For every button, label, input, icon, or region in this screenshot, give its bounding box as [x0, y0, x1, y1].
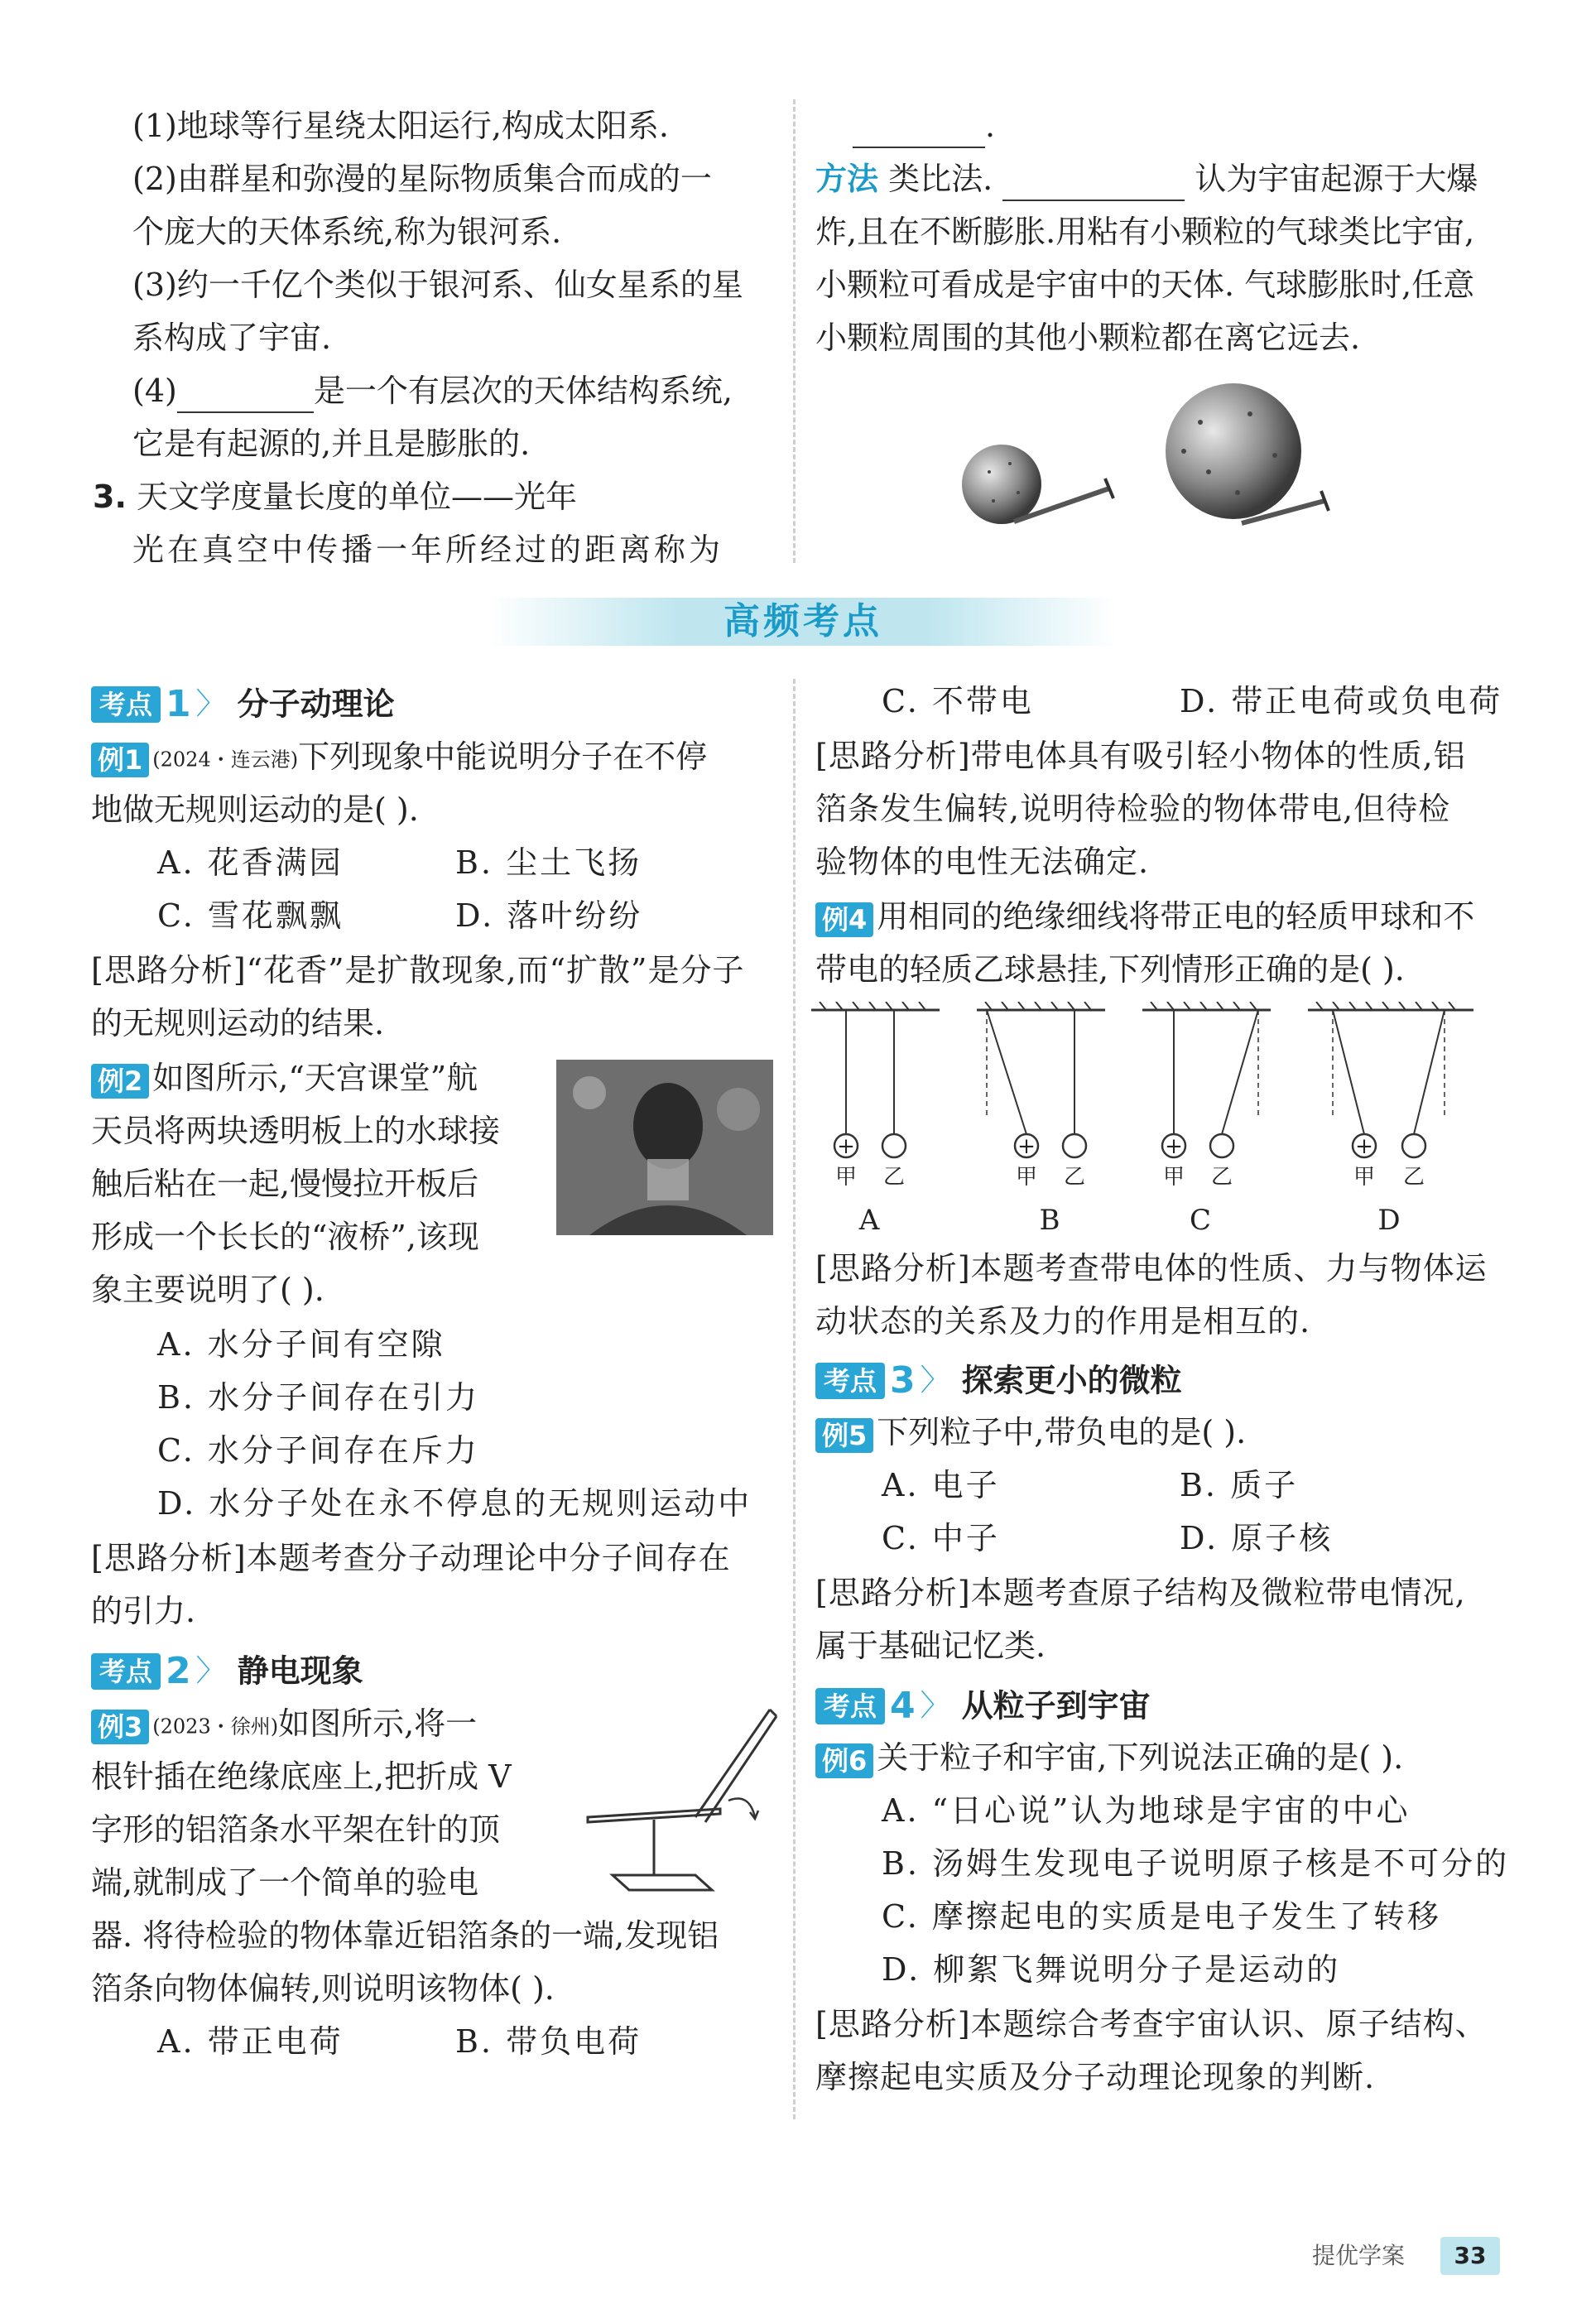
item-text: 天文学度量长度的单位——光年 [136, 479, 577, 515]
chevron-right-icon: 〉 [920, 1688, 950, 1723]
example-badge: 例1 [91, 743, 149, 777]
text-line [853, 103, 995, 148]
question-text: 下列现象中能说明分子在不停 [298, 738, 708, 775]
example-badge: 例2 [91, 1064, 149, 1099]
kaodian-title: 分子动理论 [237, 685, 395, 723]
option-d[interactable]: D. 原子核 [1180, 1520, 1334, 1556]
text-line [93, 474, 577, 519]
kaodian-3-heading [815, 1355, 1182, 1403]
ball-label-yi: 乙 [882, 1165, 906, 1190]
section-header-banner [488, 598, 1118, 646]
question-text: 关于粒子和宇宙,下列说法正确的是( ). [877, 1739, 1404, 1776]
text-line: 它是有起源的,并且是膨胀的. [132, 426, 531, 462]
kaodian-number: 3 [890, 1359, 916, 1402]
text-line: 光在真空中传播一年所经过的距离称为 [132, 531, 724, 568]
text-line: 小颗粒周围的其他小颗粒都在离它远去. [815, 320, 1361, 356]
fill-blank[interactable] [1002, 166, 1185, 201]
text-line: 小颗粒可看成是宇宙中的天体. 气球膨胀时,任意 [815, 267, 1475, 303]
analysis-text: [思路分析]“花香”是扩散现象,而“扩散”是分子 [91, 952, 745, 988]
pendulum-option-c[interactable] [1142, 1002, 1271, 1237]
electroscope-figure [579, 1701, 778, 1900]
option-b[interactable]: B. 尘土飞扬 [455, 844, 642, 881]
kaodian-title: 探索更小的微粒 [961, 1362, 1182, 1399]
option-label-b: B [1039, 1204, 1060, 1237]
option-d[interactable]: D. 水分子处在永不停息的无规则运动中 [157, 1485, 752, 1522]
question-text: 下列粒子中,带负电的是( ). [877, 1414, 1247, 1450]
option-label-c: C [1189, 1204, 1212, 1237]
pendulum-option-b[interactable] [977, 1002, 1105, 1237]
option-c[interactable]: C. 中子 [882, 1520, 1000, 1556]
option-a[interactable]: A. “日心说”认为地球是宇宙的中心 [882, 1792, 1411, 1829]
kaodian-number: 2 [166, 1649, 191, 1692]
main-column-divider [793, 679, 796, 2119]
kaodian-badge: 考点 [815, 1688, 885, 1724]
option-label-a: A [858, 1204, 880, 1237]
text-line: 象主要说明了( ). [91, 1272, 324, 1308]
analysis-text: 的引力. [91, 1593, 196, 1629]
analysis-text: 的无规则运动的结果. [91, 1005, 385, 1041]
option-c[interactable]: C. 摩擦起电的实质是电子发生了转移 [882, 1898, 1441, 1935]
option-b[interactable]: B. 水分子间存在引力 [157, 1379, 480, 1416]
period: . [985, 108, 996, 144]
ball-label-jia: 甲 [1162, 1165, 1185, 1190]
text-line: (1)地球等行星绕太阳运行,构成太阳系. [132, 108, 669, 144]
text-line: 形成一个长长的“液桥”,该现 [91, 1219, 479, 1255]
analysis-text: 验物体的电性无法确定. [815, 844, 1150, 880]
example-badge: 例4 [815, 902, 873, 937]
question-text: 用相同的绝缘细线将带正电的轻质甲球和不 [877, 898, 1475, 935]
plus-sign: + [1355, 1134, 1373, 1159]
option-d[interactable]: D. 带正电荷或负电荷 [1180, 683, 1503, 719]
analysis-text: [思路分析]本题考查原子结构及微粒带电情况, [815, 1575, 1466, 1611]
option-c[interactable]: C. 水分子间存在斥力 [157, 1432, 479, 1469]
text-line: 带电的轻质乙球悬挂,下列情形正确的是( ). [815, 951, 1405, 988]
option-b[interactable]: B. 汤姆生发现电子说明原子核是不可分的 [882, 1845, 1510, 1882]
section-header-title: 高频考点 [723, 600, 882, 642]
option-label-d: D [1377, 1204, 1401, 1237]
analysis-text: 动状态的关系及力的作用是相互的. [815, 1303, 1311, 1339]
rod-icon [770, 1710, 776, 1716]
text-line [132, 368, 733, 413]
option-d[interactable]: D. 落叶纷纷 [455, 897, 643, 934]
question-text: 如图所示,“天宫课堂”航 [152, 1060, 478, 1096]
kaodian-2-heading [91, 1646, 363, 1694]
text-line: (3)约一千亿个类似于银河系、仙女星系的星 [132, 267, 743, 303]
text-line: 箔条向物体偏转,则说明该物体( ). [91, 1970, 555, 2007]
footer-book-title: 提优学案 [1312, 2242, 1406, 2269]
analysis-text: [思路分析]本题考查带电体的性质、力与物体运 [815, 1250, 1488, 1287]
example-6-question [815, 1735, 1403, 1780]
text-line: 系构成了宇宙. [132, 320, 332, 356]
water-bridge-icon [647, 1159, 689, 1200]
text-line: 端,就制成了一个简单的验电 [91, 1864, 479, 1901]
option-c[interactable]: C. 不带电 [882, 683, 1034, 719]
item-text: 认为宇宙起源于大爆 [1195, 161, 1478, 197]
ball-label-jia: 甲 [1353, 1165, 1376, 1190]
kaodian-title: 静电现象 [237, 1652, 363, 1690]
astronaut-photo [556, 1060, 773, 1235]
option-c[interactable]: C. 雪花飘飘 [157, 897, 344, 934]
chevron-right-icon: 〉 [195, 686, 226, 721]
text-line: 地做无规则运动的是( ). [91, 791, 419, 828]
ball-label-yi: 乙 [1210, 1165, 1233, 1190]
example-1-question [91, 734, 707, 782]
plus-sign: + [837, 1134, 855, 1159]
chevron-right-icon: 〉 [195, 1653, 226, 1688]
balloon-illustration [952, 381, 1382, 563]
pendulum-option-d[interactable] [1308, 1002, 1473, 1237]
example-badge: 例5 [815, 1418, 873, 1453]
text-line: 触后粘在一起,慢慢拉开板后 [91, 1166, 479, 1202]
question-text: 如图所示,将一 [278, 1705, 478, 1742]
text-line: 天员将两块透明板上的水球接 [91, 1113, 501, 1149]
analysis-text: [思路分析]本题考查分子动理论中分子间存在 [91, 1540, 731, 1576]
pendulum-options-figure [811, 1002, 1490, 1242]
ball-label-jia: 甲 [1015, 1165, 1038, 1190]
top-column-divider [793, 99, 796, 563]
item-number: (4) [132, 373, 177, 409]
text-line: 炸,且在不断膨胀.用粘有小颗粒的气球类比宇宙, [815, 214, 1475, 250]
kaodian-title: 从粒子到宇宙 [961, 1687, 1151, 1724]
kaodian-number: 1 [166, 682, 191, 725]
text-line: 个庞大的天体系统,称为银河系. [132, 214, 562, 250]
kaodian-4-heading [815, 1681, 1151, 1729]
small-balloon-icon [962, 445, 1041, 524]
analysis-text: 属于基础记忆类. [815, 1628, 1046, 1664]
question-source: (2024・连云港) [152, 748, 299, 772]
example-3-question [91, 1701, 477, 1749]
analysis-text: [思路分析]带电体具有吸引轻小物体的性质,铝 [815, 738, 1466, 774]
method-label: 方法 [815, 161, 879, 197]
text-line: 器. 将待检验的物体靠近铝箔条的一端,发现铝 [91, 1917, 719, 1954]
base-icon [613, 1875, 712, 1890]
analysis-text: [思路分析]本题综合考查宇宙认识、原子结构、 [815, 2006, 1488, 2042]
question-source: (2023・徐州) [152, 1715, 279, 1739]
example-5-question [815, 1410, 1246, 1455]
option-b[interactable]: B. 质子 [1180, 1467, 1299, 1503]
analysis-text: 箔条发生偏转,说明待检验的物体带电,但待检 [815, 791, 1451, 827]
ball-label-jia: 甲 [834, 1165, 858, 1190]
example-badge: 例3 [91, 1710, 149, 1744]
kaodian-1-heading [91, 679, 395, 727]
example-4-question [815, 894, 1474, 939]
option-a[interactable]: A. 花香满园 [157, 844, 344, 881]
option-a[interactable]: A. 水分子间有空隙 [157, 1326, 445, 1363]
kaodian-number: 4 [890, 1684, 916, 1727]
text-line: (2)由群星和弥漫的星际物质集合而成的一 [132, 161, 712, 197]
ball-label-yi: 乙 [1063, 1165, 1086, 1190]
ball-label-yi: 乙 [1402, 1165, 1425, 1190]
chevron-right-icon: 〉 [920, 1363, 950, 1397]
item-number: 3. [93, 479, 127, 515]
option-a[interactable]: A. 电子 [882, 1467, 1000, 1503]
fill-blank[interactable] [853, 113, 985, 148]
example-badge: 例6 [815, 1743, 873, 1778]
option-a[interactable]: A. 带正电荷 [157, 2023, 344, 2060]
kaodian-badge: 考点 [815, 1363, 885, 1399]
pendulum-option-a[interactable] [811, 1002, 940, 1237]
kaodian-badge: 考点 [91, 1653, 161, 1690]
option-d[interactable]: D. 柳絮飞舞说明分子是运动的 [882, 1951, 1341, 1988]
option-b[interactable]: B. 带负电荷 [455, 2023, 642, 2060]
text-line [815, 156, 1478, 201]
plus-sign: + [1165, 1134, 1183, 1159]
item-text: 类比法. [888, 161, 993, 197]
plus-sign: + [1017, 1134, 1036, 1159]
kaodian-badge: 考点 [91, 686, 161, 723]
astronaut-head-icon [633, 1083, 703, 1169]
item-text: 是一个有层次的天体结构系统, [313, 373, 733, 409]
analysis-text: 摩擦起电实质及分子动理论现象的判断. [815, 2059, 1376, 2095]
page-number: 33 [1440, 2237, 1500, 2275]
example-2-question [91, 1056, 478, 1100]
text-line: 根针插在绝缘底座上,把折成 V [91, 1758, 512, 1795]
fill-blank[interactable] [177, 378, 314, 413]
text-line: 字形的铝箔条水平架在针的顶 [91, 1811, 501, 1848]
